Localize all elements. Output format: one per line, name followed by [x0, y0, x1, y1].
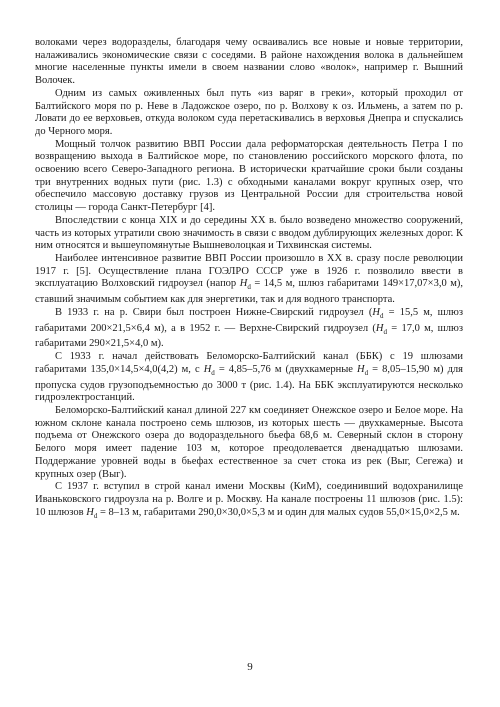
paragraph: Одним из самых оживленных был путь «из варяг в греки», который проходил от Балтийского моря по р. Неве в Ладожское озеро, по р. Волхову к оз. Ильмень, а затем по р. Ловати до ее верховьев, откуда волоком суда перетаскивались в верховья Днепра и спускались до Черного моря.	[35, 87, 463, 137]
body-text	[35, 37, 463, 522]
paragraph: С 1933 г. начал действовать Беломорско-Балтийский канал (ББК) с 19 шлюзами габаритами 135,0×14,5×4,0(4,2) м, с $H_d = 4,85-5,76$ м (двухкамерные $H_d = 8,05-15,90$ м) для пропуска судов грузоподъемностью до 3000 т (рис. 1.4). На ББК эксплуатируются несколько гидроэлектростанций.	[35, 351, 463, 404]
paragraph: Наиболее интенсивное развитие ВВП России произошло в XX в. сразу после революции 1917 г. [5]. Осуществление плана ГОЭЛРО СССР уже в 1926 г. позволило ввести в эксплуатацию Волховский гидроузел (напор $H_d = 14,5$ м, шлюз габаритами 149×17,07×3,0 м), ставший значимым событием как для энергетики, так и для водного транспорта.	[35, 252, 463, 306]
paragraph: волоками через водоразделы, благодаря чему осваивались все новые и новые территории, налаживались экономические связи с соседями. В районе нахождения волока в дальнейшем многие населенные пункты имели в своем названии слово «волок», например г. Вышний Волочек.	[35, 37, 463, 87]
paragraph: Мощный толчок развитию ВВП России дала реформаторская деятельность Петра I по возвращению выхода в Балтийское море, по становлению российского морского флота, по освоению всего Северо-Западного региона. В исторически кратчайшие сроки были созданы три внутренних водных пути (рис. 1.3) с обходными каналами вокруг крупных озер, что обеспечило массовую доставку грузов из Центральной России для строительства новой столицы — города Санкт-Петербург [4].	[35, 138, 463, 214]
paragraph: В 1933 г. на р. Свири был построен Нижне-Свирский гидроузел ($H_d = 15,5$ м, шлюз габаритами 200×21,5×6,4 м), а в 1952 г. — Верхне-Свирский гидроузел ($H_d = 17,0$ м, шлюз габаритами 290×21,5×4,0 м).	[35, 306, 463, 350]
paragraph: Впоследствии с конца XIX и до середины XX в. было возведено множество сооружений, часть из которых утратили свою значимость в связи с вводом дублирующих железных дорог. К ним относятся и вышеупомянутые Вышневолоцкая и Тихвинская системы.	[35, 214, 463, 252]
paragraph: Беломорско-Балтийский канал длиной 227 км соединяет Онежское озеро и Белое море. На южном склоне канала построено семь шлюзов, из которых шесть — двухкамерные. Высота подъема от Онежского озера до водораздельного бьефа 68,6 м. Северный склон в сторону Белого моря имеет падение 103 м, которое преодолевается двенадцатью шлюзами. Поддержание уровней воды в бьефах естественное за счет стока из рек (Выг, Сегежа) и крупных озер (Выг).	[35, 405, 463, 480]
paragraph: С 1937 г. вступил в строй канал имени Москвы (КиМ), соединивший водохранилище Иваньковского гидроузла на р. Волге и р. Москву. На канале построены 11 шлюзов (рис. 1.5): 10 шлюзов $H_d = 8-13$ м, габаритами 290,0×30,0×5,3 м и один для малых судов 55,0×15,0×2,5 м.	[35, 481, 463, 520]
page-number: 9	[247, 661, 253, 673]
